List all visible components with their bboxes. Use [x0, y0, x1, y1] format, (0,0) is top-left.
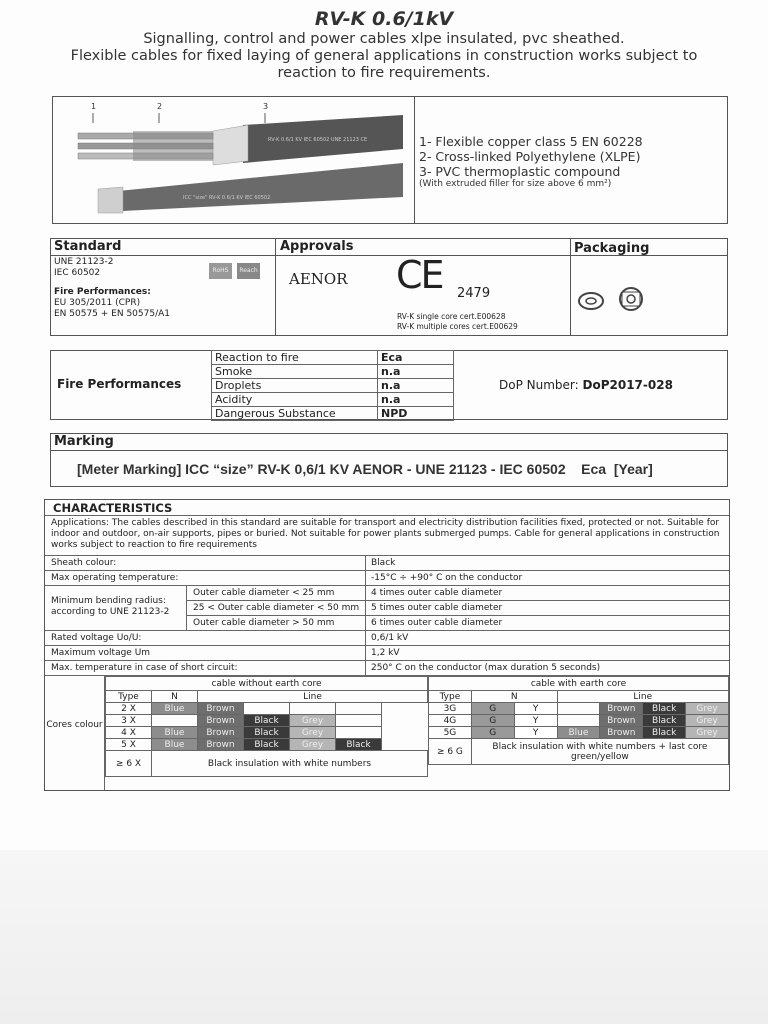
with-earth-colour-cell: Grey [686, 703, 729, 715]
bend-key-1: Outer cable diameter < 25 mm [193, 588, 335, 598]
page-bottom-margin [0, 850, 768, 1024]
marking-box [50, 433, 728, 487]
fire-val-dangerous: NPD [378, 407, 454, 421]
fire-performances-title: Fire Performances [57, 377, 182, 391]
bend-value-1: 4 times outer cable diameter [371, 588, 503, 598]
fire-key-acidity: Acidity [212, 393, 378, 407]
without-earth-colour-cell: Grey [290, 727, 336, 739]
cert-multiple: RV-K multiple cores cert.E00629 [397, 322, 518, 331]
without-earth-colour-cell: Black [244, 715, 290, 727]
subtitle-line-2: Flexible cables for fixed laying of general applications in construction works subject to [70, 48, 698, 64]
without-earth-type-cell: 3 X [106, 715, 152, 727]
aenor-label: AENOR [289, 270, 348, 288]
without-earth-row [106, 739, 428, 751]
with-earth-colour-cell: Brown [600, 703, 643, 715]
without-earth-colour-cell: Brown [198, 739, 244, 751]
with-earth-colour-cell: Blue [557, 727, 600, 739]
construction-item-3: 3- PVC thermoplastic compound [419, 164, 621, 179]
without-earth-row [106, 727, 428, 739]
maxv-key: Maximum voltage Um [51, 648, 151, 658]
without-earth-colour-cell: Black [244, 739, 290, 751]
without-earth-row [106, 715, 428, 727]
with-earth-colour-cell: G [471, 727, 514, 739]
without-earth-colour-cell [290, 703, 336, 715]
with-type-header: Type [429, 691, 472, 703]
with-earth-colour-cell: Black [643, 715, 686, 727]
fire-key-reaction: Reaction to fire [212, 351, 378, 365]
cert-single: RV-K single core cert.E00628 [397, 312, 506, 321]
callout-2: 2 [157, 102, 163, 111]
with-earth-colour-cell: Brown [600, 715, 643, 727]
marking-text: [Meter Marking] ICC “size” RV-K 0,6/1 KV AENOR - UNE 21123 - IEC 60502 Eca [Year] [77, 461, 653, 477]
construction-item-1: 1- Flexible copper class 5 EN 60228 [419, 134, 643, 149]
without-earth-colour-cell: Brown [198, 727, 244, 739]
without-earth-colour-cell: Brown [198, 703, 244, 715]
sheath-key: Sheath colour: [51, 558, 117, 568]
outer-sheath-bottom [118, 163, 403, 211]
with-earth-colour-cell: Black [643, 727, 686, 739]
shortcircuit-value: 250° C on the conductor (max duration 5 seconds) [371, 663, 601, 673]
with-earth-colour-cell [557, 703, 600, 715]
without-earth-colour-cell: Grey [290, 739, 336, 751]
ce-number: 2479 [457, 286, 491, 301]
with-earth-colour-cell: G [471, 703, 514, 715]
svg-text:RV-K 0.6/1 KV IEC 60502 UNE 21: RV-K 0.6/1 KV IEC 60502 UNE 21123 CE [268, 137, 368, 143]
with-earth-colour-cell [557, 715, 600, 727]
construction-item-2: 2- Cross-linked Polyethylene (XLPE) [419, 149, 641, 164]
bend-key-3: Outer cable diameter > 50 mm [193, 618, 335, 628]
with-earth-type-cell: 4G [429, 715, 472, 727]
without-earth-type-cell: 4 X [106, 727, 152, 739]
without-earth-colour-cell [152, 715, 198, 727]
without-earth-colour-cell: Grey [290, 715, 336, 727]
dop-number: DoP2017-028 [582, 378, 673, 392]
without-earth-colour-cell [336, 715, 382, 727]
maxtemp-value: -15°C ÷ +90° C on the conductor [371, 573, 523, 583]
without-earth-colour-cell: Brown [198, 715, 244, 727]
bending-key: Minimum bending radius: according to UNE 21123-2 [45, 586, 187, 631]
subtitle-line-1: Signalling, control and power cables xlpe insulated, pvc sheathed. [143, 31, 625, 47]
with-earth-row [429, 727, 729, 739]
fire-val-acidity: n.a [378, 393, 454, 407]
without-earth-type-cell: 2 X [106, 703, 152, 715]
without-earth-row [106, 703, 428, 715]
without-n-header: N [152, 691, 198, 703]
without-earth-colour-cell: Blue [152, 703, 198, 715]
maxv-value: 1,2 kV [371, 648, 400, 658]
applications-text: Applications: The cables described in this standard are suitable for transport and electricity distribution facilities fixed, protected or not. Suitable for indoor and outdoor, on-air supports, pipes or buried. Not suitable for power plants submerged pumps. Cable for general applications in construction works subject to reaction to fire requirements [45, 516, 729, 556]
reach-badge: Reach [237, 263, 260, 279]
cores-colour-label: Cores colour [45, 676, 105, 790]
fire-table [211, 350, 454, 421]
cores-with-earth-table [428, 676, 729, 765]
cable-reel-icon [576, 283, 646, 315]
page-title: RV-K 0.6/1kV [314, 8, 454, 30]
marking-header: Marking [54, 434, 114, 449]
svg-text:ICC "size" RV-K 0.6/1 KV IEC 6: ICC "size" RV-K 0.6/1 KV IEC 60502 [183, 195, 271, 201]
fire-val-reaction: Eca [378, 351, 454, 365]
without-earth-colour-cell: Blue [152, 727, 198, 739]
with-line-header: Line [557, 691, 728, 703]
cable-image [63, 101, 408, 219]
with-earth-colour-cell: Grey [686, 715, 729, 727]
bend-value-2: 5 times outer cable diameter [371, 603, 503, 613]
subtitle-line-3: reaction to fire requirements. [277, 65, 491, 81]
rated-value: 0,6/1 kV [371, 633, 409, 643]
with-earth-header: cable with earth core [429, 677, 729, 691]
callout-3: 3 [263, 102, 269, 111]
construction-note: (With extruded filler for size above 6 mm²) [419, 179, 612, 189]
fire-val-droplets: n.a [378, 379, 454, 393]
fire-line-2: EN 50575 + EN 50575/A1 [54, 309, 170, 319]
fire-performances-label: Fire Performances: [54, 287, 151, 297]
with-last-text: Black insulation with white numbers + last core green/yellow [471, 739, 728, 765]
fire-key-smoke: Smoke [212, 365, 378, 379]
without-earth-colour-cell [336, 703, 382, 715]
cores-without-earth-table [105, 676, 428, 777]
dop-label: DoP Number: [499, 378, 579, 392]
packaging-header: Packaging [574, 241, 650, 256]
standard-header: Standard [54, 239, 122, 254]
sheath-value: Black [371, 558, 396, 568]
standards-box [50, 238, 728, 336]
standard-line-1: UNE 21123-2 [54, 257, 114, 267]
without-last-text: Black insulation with white numbers [152, 751, 428, 777]
with-earth-row [429, 703, 729, 715]
characteristics-header: CHARACTERISTICS [45, 500, 729, 516]
maxtemp-key: Max operating temperature: [51, 573, 179, 583]
without-line-header: Line [198, 691, 428, 703]
bend-value-3: 6 times outer cable diameter [371, 618, 503, 628]
without-earth-colour-cell: Black [244, 727, 290, 739]
with-earth-row [429, 715, 729, 727]
with-n-header: N [471, 691, 557, 703]
rohs-badge: RoHS [209, 263, 232, 279]
bend-key-2: 25 < Outer cable diameter < 50 mm [193, 603, 360, 613]
with-earth-colour-cell: Black [643, 703, 686, 715]
shortcircuit-key: Max. temperature in case of short circuit: [51, 663, 238, 673]
with-earth-colour-cell: Grey [686, 727, 729, 739]
rated-key: Rated voltage Uo/U: [51, 633, 142, 643]
with-earth-colour-cell: G [471, 715, 514, 727]
without-earth-colour-cell: Blue [152, 739, 198, 751]
without-earth-colour-cell [244, 703, 290, 715]
fire-key-dangerous: Dangerous Substance [212, 407, 378, 421]
fire-line-1: EU 305/2011 (CPR) [54, 298, 141, 308]
characteristics-box [44, 499, 730, 791]
with-earth-colour-cell: Brown [600, 727, 643, 739]
standard-line-2: IEC 60502 [54, 268, 101, 278]
with-earth-colour-cell: Y [514, 715, 557, 727]
without-earth-type-cell: 5 X [106, 739, 152, 751]
with-earth-type-cell: 3G [429, 703, 472, 715]
ce-mark: CE [396, 253, 443, 297]
fire-key-droplets: Droplets [212, 379, 378, 393]
without-type-header: Type [106, 691, 152, 703]
with-earth-type-cell: 5G [429, 727, 472, 739]
with-last-type: ≥ 6 G [429, 739, 472, 765]
approvals-header: Approvals [280, 239, 354, 254]
without-last-type: ≥ 6 X [106, 751, 152, 777]
fire-performances-box [50, 350, 728, 420]
without-earth-colour-cell [336, 727, 382, 739]
without-earth-header: cable without earth core [106, 677, 428, 691]
callout-1: 1 [91, 102, 97, 111]
with-earth-colour-cell: Y [514, 727, 557, 739]
construction-box [52, 96, 728, 224]
fire-val-smoke: n.a [378, 365, 454, 379]
without-earth-colour-cell: Black [336, 739, 382, 751]
with-earth-colour-cell: Y [514, 703, 557, 715]
